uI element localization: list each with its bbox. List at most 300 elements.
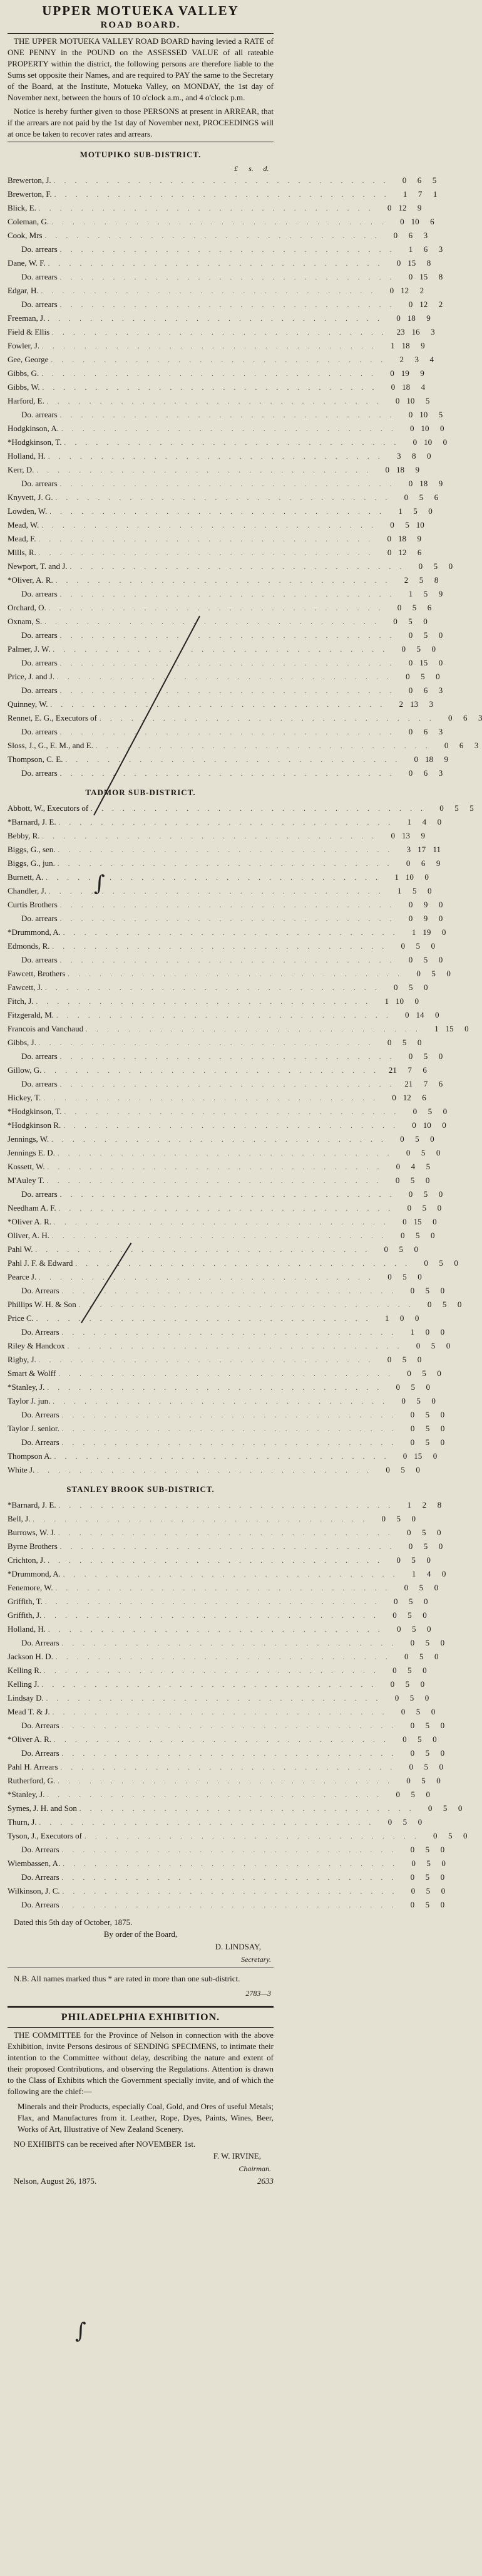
leader-dots: . . . . . . . . . . . . . . . . . . . . . . . . . . . . . . . . — [58, 820, 394, 827]
leader-dots: . . . . . . . . . . . . . . . . . . . . . . . . . . . . . . . . — [36, 467, 372, 474]
ratepayer-row — [8, 1408, 445, 1422]
ratepayer-name: *Hodgkinson, T. — [8, 437, 62, 447]
leader-dots: . . . . . . . . . . . . . . . . . . . . . . . . . . . . . . . . — [59, 1544, 396, 1551]
exhibition-notice — [8, 2010, 274, 2188]
ratepayer-row — [8, 912, 443, 926]
ratepayer-row — [8, 1802, 463, 1815]
amount-pounds: 0 — [404, 1583, 409, 1592]
rate-amount — [382, 981, 428, 994]
ratepayer-name: Price C. — [8, 1313, 34, 1323]
rate-amount — [397, 1187, 443, 1201]
amount-pence: 4 — [429, 355, 434, 364]
amount-pence: 9 — [426, 313, 431, 323]
rate-amount — [376, 532, 421, 546]
amount-pounds: 1 — [408, 589, 413, 598]
rate-amount — [401, 1119, 446, 1132]
leader-dots: . . . . . . . . . . . . . . . . . . . . . . . . . . . . . . . . — [53, 178, 389, 185]
amount-pounds: 0 — [439, 803, 444, 813]
rate-amount — [384, 1174, 429, 1187]
rate-amount — [417, 1802, 462, 1815]
leader-dots: . . . . . . . . . . . . . . . . . . . . . . . . . . . . . . . . — [55, 578, 391, 585]
ratepayer-name: Do. arrears — [21, 658, 58, 667]
ratepayer-name: Field & Ellis — [8, 327, 50, 336]
rate-amount — [395, 670, 440, 684]
ratepayer-name: Gillow, G. — [8, 1065, 42, 1075]
amount-pounds: 0 — [448, 713, 453, 722]
amount-pence: 0 — [437, 1203, 442, 1212]
amount-pounds: 0 — [412, 1120, 416, 1130]
amount-pence: 0 — [442, 1120, 446, 1130]
rate-amount — [386, 449, 431, 463]
rate-amount — [381, 1091, 426, 1105]
amount-pence: 3 — [478, 713, 482, 722]
leader-dots: . . . . . . . . . . . . . . . . . . . . . . . . . . . . . . . . — [42, 833, 378, 840]
amount-shillings: 12 — [419, 300, 428, 309]
amount-pence: 0 — [441, 1859, 446, 1868]
ratepayer-row — [8, 1691, 429, 1705]
amount-shillings: 5 — [411, 1790, 415, 1799]
amount-pence: 0 — [440, 1410, 445, 1419]
ratepayer-row — [8, 1719, 445, 1733]
amount-pence: 0 — [423, 1666, 427, 1675]
ratepayer-name: White J. — [8, 1465, 35, 1474]
ratepayer-row — [8, 1270, 422, 1284]
ratepayer-name: Hickey, T. — [8, 1093, 41, 1102]
amount-shillings: 13 — [410, 699, 419, 709]
amount-shillings: 5 — [419, 493, 424, 502]
amount-pence: 0 — [411, 1514, 416, 1523]
amount-pence: 0 — [438, 1189, 443, 1199]
amount-pence: 0 — [436, 1528, 441, 1537]
amount-pounds: 0 — [409, 424, 414, 433]
exhibition-classes: Minerals and their Products, especially Coal, Gold, and Ores of useful Metals; Flax, and Manufactures from it. Leather, Rope, Dyes, Paints, Wines, Beer, Works of Art, Illustrative of New Zealand Scenery. — [18, 2102, 274, 2134]
amount-pounds: 1 — [434, 1024, 439, 1033]
ratepayer-row — [8, 601, 432, 615]
amount-pence: 0 — [441, 1886, 446, 1895]
amount-pence: 0 — [417, 1038, 422, 1047]
amount-pounds: 0 — [389, 286, 394, 295]
ratepayer-row — [8, 1394, 436, 1408]
amount-pounds: 0 — [424, 1258, 428, 1268]
amount-shillings: 2 — [422, 1500, 427, 1510]
rate-amount — [384, 870, 429, 884]
amount-shillings: 5 — [423, 589, 428, 598]
ratepayer-row — [8, 270, 443, 284]
amount-shillings: 5 — [431, 1341, 436, 1350]
amount-shillings: 15 — [414, 1451, 423, 1461]
amount-pence: 0 — [425, 1176, 430, 1185]
amount-shillings: 5 — [425, 1424, 430, 1433]
rate-amount — [380, 380, 425, 394]
amount-pence: 0 — [418, 1817, 423, 1827]
amount-pence: 0 — [423, 1610, 427, 1620]
amount-shillings: 5 — [424, 1762, 429, 1771]
amount-pence: 0 — [464, 1024, 469, 1033]
amount-pence: 0 — [437, 1369, 441, 1378]
amount-shillings: 18 — [402, 382, 411, 392]
leader-dots: . . . . . . . . . . . . . . . . . . . . . . . . . . . . . . . . — [63, 1572, 399, 1578]
amount-pounds: 0 — [410, 1410, 415, 1419]
ratepayer-name: Do. arrears — [21, 589, 58, 598]
rate-amount — [375, 1463, 420, 1477]
amount-pence: 0 — [439, 1762, 444, 1771]
leader-dots: . . . . . . . . . . . . . . . . . . . . . . . . . . . . . . . . — [59, 660, 396, 667]
ratepayer-row — [8, 380, 426, 394]
ratepayer-name: *Barnard, J. E. — [8, 1500, 56, 1510]
amount-shillings: 14 — [416, 1010, 424, 1019]
rate-amount — [379, 518, 424, 532]
amount-pounds: 0 — [433, 1831, 438, 1840]
ratepayer-row — [8, 1463, 420, 1477]
leader-dots: . . . . . . . . . . . . . . . . . . . . . . . . . . . . . . . . — [57, 674, 392, 681]
amount-pence: 0 — [438, 1051, 443, 1061]
amount-pounds: 0 — [390, 520, 394, 529]
amount-pounds: 0 — [391, 831, 396, 840]
leader-dots: . . . . . . . . . . . . . . . . . . . . . . . . . . . . . . . . — [53, 1399, 388, 1405]
ratepayer-name: Griffith, T. — [8, 1597, 43, 1606]
leader-dots: . . . . . . . . . . . . . . . . . . . . . . . . . . . . . . . . — [55, 1654, 391, 1661]
amount-pounds: 0 — [408, 727, 413, 736]
amount-pence: 0 — [427, 886, 432, 895]
leader-dots: . . . . . . . . . . . . . . . . . . . . . . . . . . . . . . . . — [39, 1275, 374, 1281]
rate-amount — [413, 1256, 458, 1270]
amount-shillings: 5 — [416, 644, 421, 654]
amount-pounds: 0 — [396, 1162, 401, 1171]
amount-pence: 5 — [425, 396, 430, 405]
ratepayer-row — [8, 463, 419, 477]
sub-district-title: STANLEY BROOK SUB-DISTRICT. — [66, 1484, 215, 1494]
leader-dots: . . . . . . . . . . . . . . . . . . . . . . . . . . . . . . . . — [59, 247, 396, 254]
amount-pounds: 1 — [407, 1500, 412, 1510]
ratepayer-name: Newport, T. and J. — [8, 561, 68, 571]
currency-header-cell: £ — [234, 164, 238, 173]
ratepayer-row — [8, 1105, 448, 1119]
amount-shillings: 5 — [402, 1355, 407, 1364]
leader-dots: . . . . . . . . . . . . . . . . . . . . . . . . . . . . . . . . — [41, 288, 377, 295]
leader-dots: . . . . . . . . . . . . . . . . . . . . . . . . . . . . . . . . — [48, 605, 384, 612]
rate-amount — [385, 1160, 430, 1174]
amount-pence: 0 — [414, 1244, 418, 1254]
amount-shillings: 5 — [413, 506, 418, 516]
amount-pence: 0 — [423, 1597, 428, 1606]
amount-pounds: 2 — [404, 575, 409, 585]
sub-district-section — [8, 149, 482, 780]
amount-pounds: 0 — [390, 1679, 395, 1689]
amount-pounds: 0 — [410, 1437, 415, 1447]
leader-dots: . . . . . . . . . . . . . . . . . . . . . . . . . . . . . . . . — [79, 1806, 415, 1813]
leader-dots: . . . . . . . . . . . . . . . . . . . . . . . . . . . . . . . . — [52, 1233, 387, 1240]
notice-subtitle: ROAD BOARD. — [100, 20, 181, 30]
amount-pence: 6 — [427, 603, 432, 612]
rate-amount — [399, 1898, 444, 1912]
rate-amount — [384, 1691, 429, 1705]
ratepayer-name: Kelling J. — [8, 1679, 39, 1689]
ratepayer-row — [8, 408, 443, 422]
amount-pence: 6 — [422, 1093, 426, 1102]
amount-shillings: 18 — [398, 534, 407, 543]
amount-shillings: 5 — [415, 1134, 419, 1144]
ratepayer-row — [8, 1449, 438, 1463]
leader-dots: . . . . . . . . . . . . . . . . . . . . . . . . . . . . . . . . — [54, 1737, 389, 1744]
leader-dots: . . . . . . . . . . . . . . . . . . . . . . . . . . . . . . . . — [43, 1095, 379, 1102]
rate-amount — [376, 201, 421, 215]
leader-dots: . . . . . . . . . . . . . . . . . . . . . . . . . . . . . . . . — [64, 1109, 400, 1116]
ratepayer-name: Pahl H. Arrears — [8, 1762, 58, 1771]
ratepayer-name: Taylor J. senior. — [8, 1424, 59, 1433]
amount-shillings: 3 — [414, 355, 419, 364]
amount-shillings: 5 — [418, 1734, 422, 1744]
rate-amount — [393, 573, 438, 587]
amount-pence: 0 — [414, 996, 419, 1006]
ratepayer-name: Do. Arrears — [21, 1327, 59, 1337]
ratepayer-name: Do. arrears — [21, 410, 58, 419]
rate-amount — [397, 270, 443, 284]
amount-pence: 1 — [433, 189, 438, 199]
ratepayer-name: Do. arrears — [21, 955, 58, 964]
amount-shillings: 6 — [423, 686, 428, 695]
ratepayer-row — [8, 284, 424, 298]
ratepayer-name: Do. arrears — [21, 479, 58, 488]
rate-amount — [398, 1760, 443, 1774]
ratepayer-name: *Stanley, J. — [8, 1790, 45, 1799]
amount-shillings: 5 — [416, 1396, 421, 1405]
amount-pounds: 2 — [399, 355, 404, 364]
leader-dots: . . . . . . . . . . . . . . . . . . . . . . . . . . . . . . . . — [65, 757, 401, 764]
amount-pence: 9 — [436, 858, 441, 868]
rate-amount — [389, 215, 434, 229]
amount-shillings: 0 — [425, 1327, 430, 1337]
leader-dots: . . . . . . . . . . . . . . . . . . . . . . . . . . . . . . . . — [69, 564, 406, 571]
leader-dots: . . . . . . . . . . . . . . . . . . . . . . . . . . . . . . . . — [38, 1040, 374, 1047]
ratepayer-name: Do. arrears — [21, 272, 58, 281]
rate-amount — [406, 967, 451, 981]
rate-amount — [399, 1636, 444, 1650]
amount-pence: 0 — [431, 1707, 436, 1716]
amount-pence: 3 — [474, 741, 479, 750]
amount-pounds: 0 — [393, 983, 398, 992]
ratepayer-name: Gee, George — [8, 355, 49, 364]
sub-district-section — [8, 786, 474, 1477]
amount-shillings: 5 — [419, 575, 424, 585]
ratepayer-name: Riley & Handcox — [8, 1341, 65, 1350]
rate-amount — [379, 284, 424, 298]
ratepayer-row — [8, 1284, 445, 1298]
ratepayer-name: *Hodgkinson R. — [8, 1120, 61, 1130]
amount-shillings: 5 — [419, 1583, 424, 1592]
ratepayer-row — [8, 560, 453, 573]
ratepayer-row — [8, 898, 443, 912]
dated-line: Dated this 5th day of October, 1875. — [14, 1917, 133, 1927]
ratepayer-row — [8, 1353, 422, 1367]
leader-dots: . . . . . . . . . . . . . . . . . . . . . . . . . . . . . . . . — [60, 1765, 396, 1771]
rate-amount — [392, 187, 437, 201]
rate-amount — [390, 1705, 435, 1719]
leader-dots: . . . . . . . . . . . . . . . . . . . . . . . . . . . . . . . . — [59, 902, 396, 909]
leader-dots: . . . . . . . . . . . . . . . . . . . . . . . . . . . . . . . . — [47, 1164, 383, 1171]
amount-pence: 0 — [431, 644, 436, 654]
ratepayer-name: Do. arrears — [21, 686, 58, 695]
rate-amount — [397, 1077, 443, 1091]
leader-dots: . . . . . . . . . . . . . . . . . . . . . . . . . . . . . . . . — [84, 1833, 420, 1840]
leader-dots: . . . . . . . . . . . . . . . . . . . . . . . . . . . . . . . . — [78, 1302, 414, 1309]
ratepayer-row — [8, 656, 443, 670]
ratepayer-name: Brewerton, J. — [8, 175, 51, 185]
ratepayer-name: Fawcett, J. — [8, 983, 43, 992]
notice-paragraph: THE UPPER MOTUEKA VALLEY ROAD BOARD having levied a RATE of ONE PENNY in the POUND on the ASSESSED VALUE of all rateable PROPERTY within the district, the following persons are therefore liable to the Sums set opposite their Names, and are required to PAY the same to the Secretary of the Board, at the Institute, Motueka Valley, on MONDAY, the 1st day of November next, between the hours of 10 o'clock a.m., and 4 o'clock p.m. — [8, 36, 274, 102]
rate-amount — [382, 615, 428, 628]
ratepayer-row — [8, 546, 422, 560]
exhibition-paragraph: THE COMMITTEE for the Province of Nelson in connection with the above Exhibition, invite Persons desirous of SENDING SPECIMENS, to intimate their intention to the Committee without delay, describing the nature and extent of their proposed Contributions, and observing the Regulations. Attention is drawn to the Class of Exhibits which the Government specially invite, and of which the following are the chief:— — [8, 2030, 274, 2096]
amount-pounds: 0 — [408, 410, 413, 419]
ratepayer-row — [8, 981, 428, 994]
ratepayer-row — [8, 1664, 427, 1677]
amount-shillings: 5 — [401, 1465, 405, 1474]
ratepayer-row — [8, 518, 424, 532]
amount-pence: 0 — [440, 1845, 445, 1854]
amount-pounds: 0 — [416, 1341, 421, 1350]
amount-shillings: 5 — [408, 1610, 412, 1620]
amount-pence: 9 — [421, 341, 425, 350]
leader-dots: . . . . . . . . . . . . . . . . . . . . . . . . . . . . . . . . — [61, 1426, 397, 1433]
amount-pounds: 0 — [391, 382, 396, 392]
amount-pounds: 21 — [388, 1065, 397, 1075]
rate-amount — [386, 884, 431, 898]
amount-pounds: 0 — [395, 396, 400, 405]
leader-dots: . . . . . . . . . . . . . . . . . . . . . . . . . . . . . . . . — [75, 1261, 411, 1268]
rate-amount — [386, 256, 431, 270]
ratepayer-row — [8, 1119, 446, 1132]
rate-amount — [396, 815, 441, 829]
rate-amount — [396, 1774, 441, 1788]
ratepayer-name: Fitzgerald, M. — [8, 1010, 54, 1019]
leader-dots: . . . . . . . . . . . . . . . . . . . . . . . . . . . . . . . . — [33, 1516, 368, 1523]
amount-pounds: 0 — [408, 479, 413, 488]
amount-pounds: 1 — [407, 817, 412, 827]
amount-pounds: 0 — [428, 1803, 433, 1813]
amount-pounds: 23 — [396, 327, 405, 336]
ratepayer-row — [8, 857, 441, 870]
rate-amount — [396, 1498, 441, 1512]
amount-pounds: 0 — [418, 561, 423, 571]
amount-pence: 0 — [435, 1010, 439, 1019]
ratepayer-name: Taylor J. jun. — [8, 1396, 51, 1405]
amount-pence: 8 — [434, 575, 439, 585]
leader-dots: . . . . . . . . . . . . . . . . . . . . . . . . . . . . . . . . — [41, 371, 377, 378]
amount-pounds: 1 — [384, 996, 389, 1006]
amount-pounds: 0 — [408, 630, 413, 640]
amount-shillings: 10 — [405, 872, 414, 882]
leader-dots: . . . . . . . . . . . . . . . . . . . . . . . . . . . . . . . . — [61, 1640, 397, 1647]
amount-shillings: 5 — [405, 1679, 410, 1689]
amount-pence: 0 — [446, 969, 451, 978]
leader-dots: . . . . . . . . . . . . . . . . . . . . . . . . . . . . . . . . — [68, 971, 403, 978]
amount-pence: 11 — [433, 845, 441, 854]
amount-shillings: 6 — [463, 713, 468, 722]
amount-shillings: 0 — [399, 1313, 404, 1323]
leader-dots: . . . . . . . . . . . . . . . . . . . . . . . . . . . . . . . . — [64, 440, 400, 447]
ratepayer-name: Holland, H. — [8, 1624, 46, 1634]
ratepayer-row — [8, 1746, 445, 1760]
leader-dots: . . . . . . . . . . . . . . . . . . . . . . . . . . . . . . . . — [42, 385, 378, 392]
leader-dots: . . . . . . . . . . . . . . . . . . . . . . . . . . . . . . . . — [59, 592, 396, 598]
leader-dots: . . . . . . . . . . . . . . . . . . . . . . . . . . . . . . . . — [61, 1330, 397, 1337]
rate-amount — [376, 546, 421, 560]
leader-dots: . . . . . . . . . . . . . . . . . . . . . . . . . . . . . . . . — [44, 1068, 379, 1075]
amount-shillings: 5 — [408, 617, 413, 626]
ratepayer-name: Do. Arrears — [21, 1286, 59, 1295]
amount-shillings: 5 — [423, 630, 428, 640]
amount-pence: 3 — [438, 686, 443, 695]
amount-shillings: 18 — [419, 479, 428, 488]
ratepayer-row — [8, 504, 433, 518]
amount-shillings: 15 — [419, 272, 428, 281]
ratepayer-row — [8, 1884, 446, 1898]
leader-dots: . . . . . . . . . . . . . . . . . . . . . . . . . . . . . . . . — [44, 619, 380, 626]
ratepayer-row — [8, 1256, 458, 1270]
rate-amount — [400, 1884, 445, 1898]
leader-dots: . . . . . . . . . . . . . . . . . . . . . . . . . . . . . . . . — [61, 1412, 397, 1419]
ratepayer-name: *Stanley, J. — [8, 1382, 45, 1392]
divider — [8, 2027, 274, 2028]
ratepayer-row — [8, 1898, 445, 1912]
ratepayer-name: Do. Arrears — [21, 1721, 59, 1730]
amount-shillings: 5 — [399, 1244, 403, 1254]
amount-pounds: 1 — [397, 886, 402, 895]
leader-dots: . . . . . . . . . . . . . . . . . . . . . . . . . . . . . . . . — [61, 1751, 397, 1758]
leader-dots: . . . . . . . . . . . . . . . . . . . . . . . . . . . . . . . . — [91, 806, 426, 813]
ratepayer-name: Burnett, A. — [8, 872, 44, 882]
ratepayer-name: Do. Arrears — [21, 1900, 59, 1909]
ratepayer-row — [8, 1760, 444, 1774]
ratepayer-name: Oliver, A. H. — [8, 1231, 49, 1240]
amount-pounds: 0 — [396, 1790, 400, 1799]
leader-dots: . . . . . . . . . . . . . . . . . . . . . . . . . . . . . . . . — [54, 1454, 390, 1461]
ratepayer-row — [8, 394, 430, 408]
rate-amount — [416, 1298, 461, 1311]
amount-pounds: 1 — [398, 506, 403, 516]
amount-pounds: 0 — [406, 858, 411, 868]
amount-pence: 6 — [438, 1079, 443, 1088]
amount-pounds: 0 — [387, 548, 392, 557]
leader-dots: . . . . . . . . . . . . . . . . . . . . . . . . . . . . . . . . — [59, 481, 396, 488]
leader-dots: . . . . . . . . . . . . . . . . . . . . . . . . . . . . . . . . — [48, 1558, 383, 1565]
leader-dots: . . . . . . . . . . . . . . . . . . . . . . . . . . . . . . . . — [47, 1792, 382, 1799]
amount-pence: 0 — [436, 1148, 441, 1157]
closing-block — [8, 1917, 274, 1966]
amount-pounds: 0 — [401, 1396, 406, 1405]
currency-header-cell: s. — [249, 164, 254, 173]
amount-pence: 0 — [434, 1583, 439, 1592]
amount-pence: 0 — [438, 900, 443, 909]
leader-dots: . . . . . . . . . . . . . . . . . . . . . . . . . . . . . . . . — [53, 647, 388, 654]
amount-pounds: 0 — [413, 1107, 418, 1116]
amount-shillings: 5 — [422, 1369, 426, 1378]
amount-pounds: 0 — [427, 1300, 432, 1309]
ratepayer-row — [8, 435, 448, 449]
amount-shillings: 5 — [416, 941, 421, 951]
leader-dots: . . . . . . . . . . . . . . . . . . . . . . . . . . . . . . . . — [59, 688, 396, 695]
amount-pounds: 1 — [411, 927, 416, 937]
amount-pounds: 0 — [396, 1555, 401, 1565]
sub-district-title: TADMOR SUB-DISTRICT. — [85, 788, 196, 797]
amount-pounds: 1 — [391, 341, 395, 350]
amount-pence: 6 — [430, 217, 434, 226]
amount-pence: 8 — [438, 272, 443, 281]
amount-pence: 0 — [448, 561, 453, 571]
amount-pounds: 0 — [387, 203, 392, 212]
rate-amount — [393, 1581, 438, 1595]
exhibition-dated: Nelson, August 26, 1875. — [14, 2176, 97, 2186]
